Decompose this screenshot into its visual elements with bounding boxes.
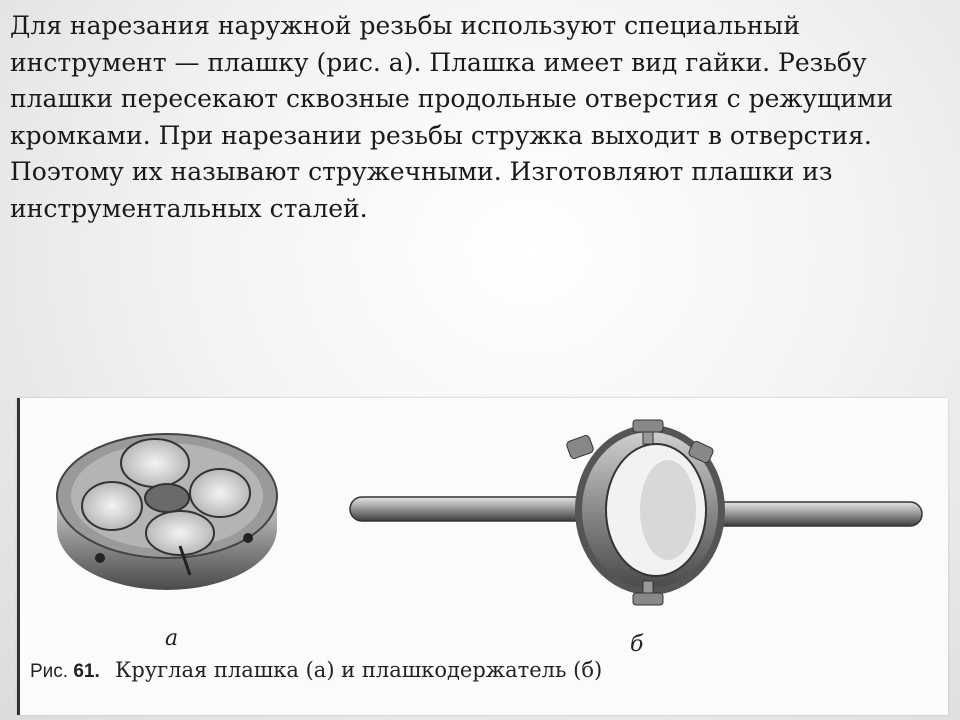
round-die-icon [57,434,277,590]
figure-number [30,661,105,682]
text-line: плашки пересекают сквозные продольные отверстия с режущими [10,84,894,113]
text-line: кромками. При нарезании резьбы стружка выходит в отверстия. [10,120,872,150]
text-line: инструментальных сталей. [10,193,368,223]
die-holder-icon [350,420,922,605]
caption-number: 61. [73,661,100,682]
figure-label-b: б [630,632,644,657]
caption-prefix: Рис. [30,661,69,682]
text-line: Поэтому их называют стружечными. Изготовляют плашки из [10,157,833,186]
figure-caption [30,658,602,683]
caption-title: Круглая плашка (а) и плашкодержатель (б) [115,658,603,682]
figure-panel [17,398,948,715]
body-paragraph [10,8,955,227]
figure-label-a: а [165,626,179,651]
text-line: Для нарезания наружной резьбы используют специальный [10,11,800,40]
text-line: инструмент — плашку (рис. а). Плашка имеет вид гайки. Резьбу [10,47,867,77]
